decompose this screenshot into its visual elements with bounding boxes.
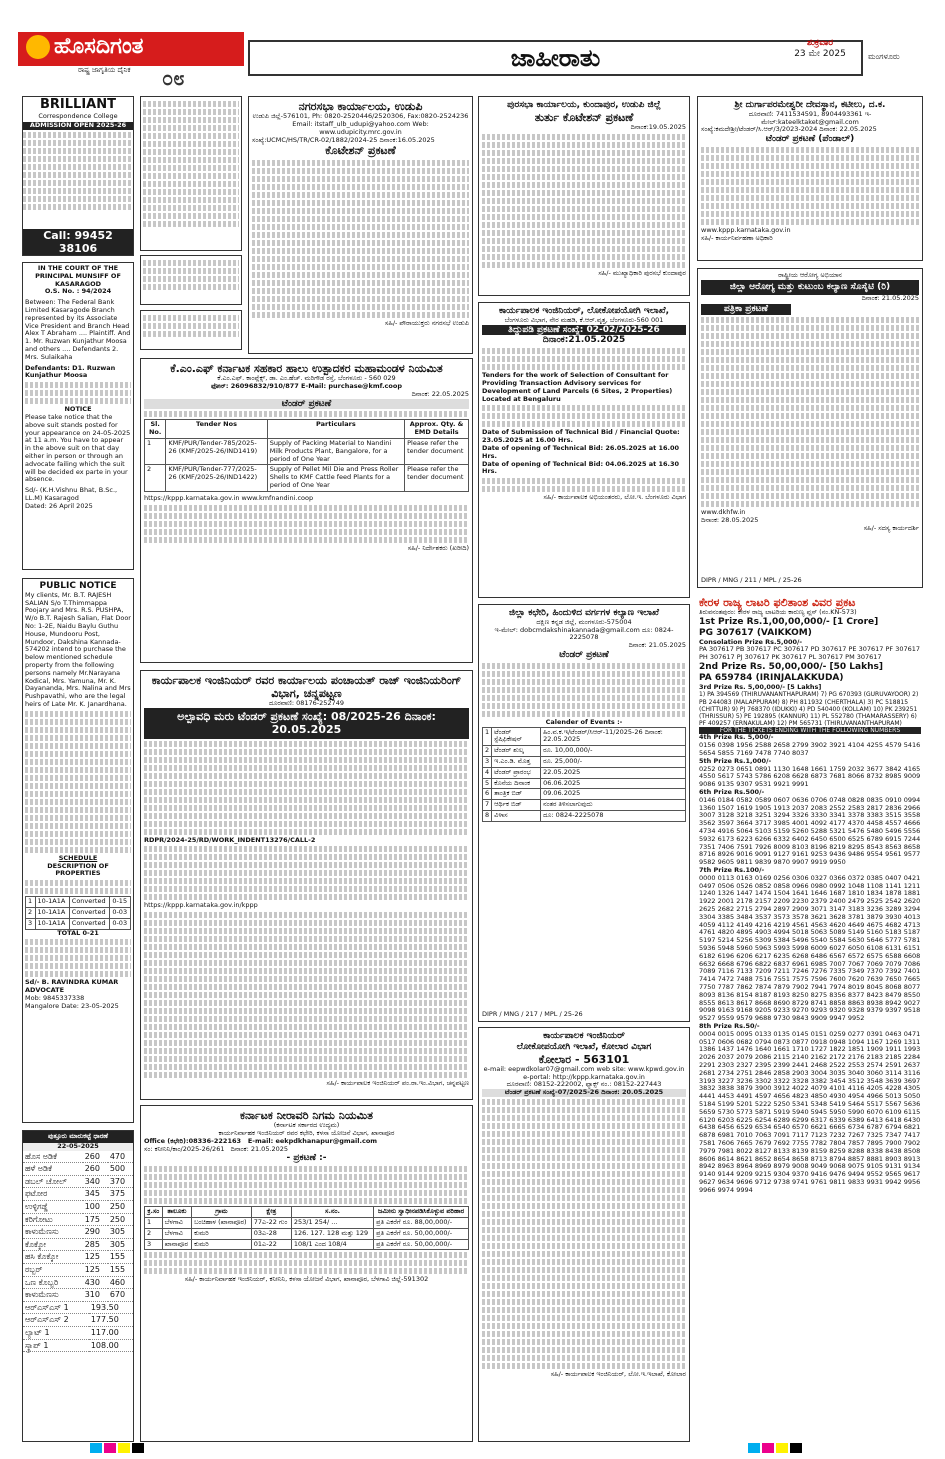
- knnl-row-cell: ಬೆಳಗಾವಿ: [162, 1217, 191, 1228]
- panchayat-ref: RDPR/2024-25/RD/WORK_INDENT13276/CALL-2: [144, 835, 316, 844]
- knnl-row-cell: ಪ್ರತಿ ಎಕರೆಗೆ ರೂ. 50,00,000/-: [374, 1239, 469, 1250]
- nhm-web: www.dkhfw.in: [701, 508, 746, 517]
- issue-date-text: 23 ಮೇ 2025: [794, 48, 846, 59]
- knnl-email: E-mail: eekpdkhanapur@gmail.com: [247, 1136, 378, 1145]
- market-rates: [22, 1130, 134, 1442]
- dbcw-calendar-row-cell: ತಾಂತ್ರಿಕ ಬಿಡ್: [492, 789, 541, 800]
- knnl-sign: ಸಹಿ/- ಕಾರ್ಯನಿರ್ವಾಹಕ ಇಂಜಿನಿಯರ್, ಕನೀನಿನಿ, ಕಳಸಾ ಯೋಜನೆ ವಿಭಾಗ, ಖಾನಾಪೂರ, ಬೆಳಗಾವಿ ಜಿಲ್ಲೆ-591302: [184, 1275, 429, 1284]
- dbcw-calendar-row: [483, 727, 686, 746]
- color-registration-bar: [0, 1443, 945, 1453]
- schedule-row-cell: 10-1A1A: [35, 897, 69, 908]
- kateel-phone: ದೂರವಾಣಿ: 7411534591, 8904493361 ಇ-ಮೇಲ್:kateelktaket@gmail.com: [748, 109, 872, 126]
- knnl-sub: (ಕರ್ನಾಟಕ ಸರ್ಕಾರದ ಉದ್ಯಮ): [273, 1121, 340, 1130]
- market-title: ಪುತ್ತೂರು ಮಾರುಕಟ್ಟೆ ಧಾರಣೆ: [23, 1131, 133, 1143]
- kundapur-ref: ದಿನಾಂಕ:19.05.2025: [630, 122, 686, 131]
- kmf-row-cell: Please refer the tender document: [405, 465, 469, 491]
- kolar-sign: ಸಹಿ/- ಕಾರ್ಯಪಾಲಕ ಇಂಜಿನಿಯರ್, ಲೋ.ಇ.ಇಲಾಖೆ, ಕೋಲಾರ: [550, 1369, 686, 1378]
- kmf-row: [145, 465, 469, 491]
- dbcw-calendar: [482, 727, 686, 822]
- udupi-ref: ಸಂಖ್ಯೆ:UCMC/HS/TR/CR-02/1882/2024-25 ದಿನಾಂಕ:16.05.2025: [252, 135, 435, 144]
- public-notice-title: PUBLIC NOTICE: [39, 581, 117, 591]
- classified-ad-3: [140, 310, 242, 350]
- rubber-row-cell: ಆರ್‌ಎಸ್‌ಎಸ್ 1: [23, 1302, 89, 1314]
- market-row-cell: 370: [108, 1175, 133, 1188]
- kundapur-title: ಪುರಸಭಾ ಕಾರ್ಯಾಲಯ, ಕುಂದಾಪುರ, ಉಡುಪಿ ಜಿಲ್ಲೆ: [507, 100, 661, 110]
- knnl-col-header: ಸ.ನಂ.: [291, 1207, 373, 1218]
- schedule-row-cell: Converted: [69, 907, 110, 918]
- market-row-cell: 175: [83, 1213, 108, 1226]
- lottery-second-prize: 2nd Prize Rs. 50,00,000/- [50 Lakhs]: [699, 661, 883, 672]
- nhm-head: ಪತ್ರಿಕಾ ಪ್ರಕಟಣೆ: [701, 304, 791, 315]
- kateel-sign: ಸಹಿ/- ಕಾರ್ಯನಿರ್ವಹಣಾ ಅಧಿಕಾರಿ: [701, 233, 773, 242]
- kmf-row-cell: Supply of Packing Material to Nandini Milk Products Plant, Bangalore, for a period of One Year: [267, 438, 404, 464]
- kmf-row-cell: KMF/PUR/Tender-777/2025-26 (KMF/2025-26/IND1422): [166, 465, 267, 491]
- market-row-cell: ಕೊಕ್ಕೋ: [23, 1238, 83, 1251]
- knnl-ref: ಸಂ: ಕನೀನಿನಿ/ಕಾಂ/2025-26/261: [144, 1144, 225, 1153]
- dbcw-calendar-row-cell: ವಿಳಾಸ: [492, 810, 541, 821]
- brilliant-admission: ADMISSION OPEN 2025-26: [23, 122, 133, 130]
- schedule-row-cell: 0-03: [110, 918, 131, 929]
- market-row-cell: 305: [108, 1238, 133, 1251]
- schedule-row-cell: Converted: [69, 897, 110, 908]
- kmf-phone: ಫೋನ್: 26096832/910/877 E-Mail: purchase@kmf.coop: [211, 381, 402, 390]
- kundapur-sign: ಸಹಿ/- ಮುಖ್ಯಾಧಿಕಾರಿ ಪುರಸಭೆ ಕುಂದಾಪುರ: [598, 268, 686, 277]
- paper-tagline: ರಾಷ್ಟ್ರ ಜಾಗೃತಿಯ ದೈನಿಕ: [78, 66, 131, 74]
- market-row: [23, 1238, 133, 1251]
- issue-day: ಶುಕ್ರವಾರ: [807, 38, 833, 48]
- knnl-row-cell: ಪ್ರತಿ ಎಕರೆಗೆ ರೂ. 88,00,000/-: [374, 1217, 469, 1228]
- nhm-title: ಜಿಲ್ಲಾ ಆರೋಗ್ಯ ಮತ್ತು ಕುಟುಂಬ ಕಲ್ಯಾಣ ಸೊಸೈಟಿ (ರಿ): [701, 280, 919, 295]
- market-row: [23, 1213, 133, 1226]
- nhm-notice: [697, 268, 923, 588]
- dbcw-calendar-row-cell: 4: [483, 767, 492, 778]
- market-row-cell: ಹೊಸ ಅಡಿಕೆ: [23, 1151, 83, 1163]
- kmf-sign: ಸಹಿ/- ನಿರ್ದೇಶಕರು (ಖರೀದಿ): [407, 543, 469, 552]
- pwd-date: ದಿನಾಂಕ:21.05.2025: [542, 335, 626, 346]
- court-defendants: Defendants: D1. Ruzwan Kunjathur Moosa: [25, 363, 116, 380]
- market-row-cell: ಕಾಳುಮೆಣಸು: [23, 1226, 83, 1239]
- knnl-table: [144, 1206, 469, 1250]
- schedule-row-cell: 2: [26, 907, 36, 918]
- knnl-notice: [140, 1105, 473, 1442]
- nhm-sign: ಸಹಿ/- ಸದಸ್ಯ ಕಾರ್ಯದರ್ಶಿ: [863, 523, 919, 532]
- schedule-row-cell: 1: [26, 897, 36, 908]
- kateel-notice: [697, 96, 923, 261]
- market-row-cell: 340: [83, 1175, 108, 1188]
- knnl-head: - ಪ್ರಕಟಣೆ :-: [286, 1153, 327, 1164]
- flame-icon: [26, 35, 50, 59]
- lottery-seventh-numbers: 0000 0113 0163 0169 0256 0306 0327 0366 0372 0385 0407 0421 0497 0506 0526 0852 0858 0966 0980 0992 1048 1108 1141 1211 1240 1326 1447 1474 1504 1641 1646 1687 1810 1834 1878 1881 1922 2001 2178 2157 2209 2230 2379 2400 2479 2525 2542 2620 2625 2682 2715 2794 2897 2909 3071 3147 3183 3236 3289 3294 3304 3385 3484 3537 3573 3578 3621 3628 3781 3879 3930 4013 4059 4112 4149 4216 4219 4561 4563 4620 4649 4675 4682 4713 4761 4820 4895 4903 4994 5018 5063 5089 5149 5160 5183 5187 5197 5214 5256 5309 5384 5496 5540 5584 5630 5646 5777 5781 5936 5948 5960 5963 5993 5998 6009 6027 6050 6108 6131 6151 6182 6196 6206 6217 6235 6268 6486 6567 6572 6575 6588 6608 6632 6668 6796 6822 6837 6961 6985 7007 7067 7069 7079 7086 7089 7116 7133 7209 7211 7246 7276 7335 7349 7370 7392 7401 7414 7472 7488 7516 7551 7575 7596 7600 7620 7639 7650 7665 7750 7787 7862 7874 7879 7902 7941 7974 8019 8045 8068 8077 8093 8136 8154 8187 8193 8250 8275 8356 8377 8423 8479 8550 8555 8613 8617 8668 8690 8729 8741 8858 8863 8938 8942 9027 9098 9163 9168 9205 9233 9270 9293 9320 9328 9379 9397 9518 9527 9559 9579 9688 9730 9843 9909 9947 9952: [699, 873, 921, 1023]
- lottery-intro: ತಿರುವನಂತಪುರಂ: ಕೇರಳ ರಾಜ್ಯ ಲಾಟರಿಯ ಕಾರುಣ್ಯ ಪ್ಲಸ್ (ನಂ.KN-573): [699, 608, 857, 617]
- rubber-row-cell: 108.00: [89, 1339, 133, 1352]
- dbcw-calendar-row-cell: 09.06.2025: [541, 789, 686, 800]
- schedule-row: [26, 897, 131, 908]
- lottery-results: [697, 594, 923, 1442]
- masthead-logo: [18, 32, 244, 90]
- kateel-ref: ಸಂಖ್ಯೆ:ಕಮದೇಶ್ರೀ/ಟೆಂಡರ್/ಸಿ.ಆರ್/3/2023-2024 ದಿನಾಂಕ: 22.05.2025: [701, 125, 877, 134]
- classified-ad-1: [140, 96, 242, 251]
- knnl-row-cell: 3: [145, 1239, 163, 1250]
- kateel-web: www.kppp.karnataka.gov.in: [701, 225, 791, 234]
- schedule-row-cell: Converted: [69, 918, 110, 929]
- market-row-cell: 260: [83, 1163, 108, 1176]
- market-row-cell: 305: [108, 1226, 133, 1239]
- market-row-cell: 100: [83, 1200, 108, 1213]
- court-notice-head: NOTICE: [64, 405, 92, 414]
- edition-city: ಮಂಗಳೂರು: [868, 52, 900, 61]
- market-row-cell: 345: [83, 1188, 108, 1201]
- dbcw-head: ಟೆಂಡರ್ ಪ್ರಕಟಣೆ: [559, 649, 609, 660]
- court-dated: Dated: 26 April 2025: [25, 501, 93, 510]
- knnl-row-cell: ಬಂಚಿಹಾಳ (ಖಾನಾಪೂರ): [192, 1217, 252, 1228]
- rubber-row-cell: 117.00: [89, 1326, 133, 1339]
- nhm-date: ದಿನಾಂಕ: 28.05.2025: [701, 515, 759, 524]
- lottery-title: ಕೇರಳ ರಾಜ್ಯ ಲಾಟರಿ ಫಲಿತಾಂಶ ವಿವರ ಪ್ರಕಟ: [699, 596, 856, 609]
- kmf-date: ದಿನಾಂಕ: 22.05.2025: [411, 389, 469, 398]
- dbcw-calendar-head: Calender of Events :-: [545, 717, 623, 726]
- udupi-notice: [248, 96, 473, 354]
- dbcw-calendar-row-cell: 3: [483, 756, 492, 767]
- brilliant-call: Call: 99452 38106: [23, 229, 133, 255]
- knnl-row-cell: 126. 127. 128 ಮತ್ತು 129: [291, 1228, 373, 1239]
- dbcw-calendar-row: [483, 778, 686, 789]
- market-row: [23, 1276, 133, 1289]
- kmf-col-header: Sl. No.: [145, 420, 166, 439]
- court-notice: [22, 262, 134, 570]
- panchayat-notice: [140, 670, 473, 1100]
- knnl-col-header: ತಾಲೂಕು: [162, 1207, 191, 1218]
- knnl-row-cell: ಖಾನಾಪೂರ: [162, 1239, 191, 1250]
- market-row: [23, 1151, 133, 1163]
- knnl-row-cell: 01ಎ-22: [251, 1239, 291, 1250]
- lottery-eighth-numbers: 0004 0015 0095 0133 0135 0145 0151 0259 0277 0391 0463 0471 0517 0606 0682 0794 0873 0877 0918 0948 1094 1167 1269 1311 1386 1437 1476 1640 1661 1710 1727 1822 1851 1909 1911 1993 2026 2037 2079 2086 2115 2140 2162 2172 2176 2183 2185 2284 2291 2303 2327 2395 2399 2441 2468 2522 2553 2574 2591 2637 2681 2734 2751 2846 2858 2903 3004 3035 3040 3060 3114 3116 3193 3227 3236 3302 3322 3328 3382 3454 3512 3548 3639 3697 3832 3838 3879 3900 3912 4022 4079 4101 4116 4205 4228 4305 4441 4453 4491 4597 4656 4823 4850 4930 4954 4966 5013 5050 5184 5199 5201 5222 5250 5341 5348 5419 5464 5517 5567 5636 5659 5730 5773 5871 5919 5940 5945 5950 5990 6070 6109 6115 6120 6203 6225 6254 6289 6299 6317 6339 6389 6413 6418 6430 6438 6456 6529 6534 6540 6570 6621 6665 6734 6787 6794 6821 6878 6981 7010 7063 7091 7117 7123 7232 7267 7325 7347 7417 7581 7606 7665 7679 7692 7755 7782 7804 7857 7895 7900 7902 7979 7981 8022 8127 8133 8139 8159 8259 8288 8338 8438 8508 8606 8614 8621 8652 8654 8658 8713 8794 8857 8881 8903 8913 8942 8963 8964 8969 8979 9008 9049 9068 9075 9105 9131 9134 9140 9144 9209 9215 9304 9370 9416 9476 9494 9552 9565 9617 9627 9634 9696 9712 9738 9741 9761 9811 9833 9931 9942 9956 9966 9974 9994: [699, 1029, 921, 1194]
- lottery-third-numbers: 1) PA 394569 (THIRUVANANTHAPURAM) 7) PG 670393 (GURUVAYOOR) 2) PB 244083 (MALAPPURAM) 8) PH 811932 (CHERTHALA) 3) PC 518815 (CHITTUR) 9) PJ 768370 (IDUKKI) 4) PD 540400 (KOLLAM) 10) PK 239251 (THRISSUR) 5) PE 192895 (KANNUR) 11) PL 552780 (THAMARASSERY) 6) PF 409257 (ERNAKULAM) 12) PM 565731 (THIRUVANANTHAPURAM): [699, 691, 919, 728]
- panchayat-head: ಅಲ್ಪಾವಧಿ ಮರು ಟೆಂಡರ್ ಪ್ರಕಟಣೆ ಸಂಖ್ಯೆ: 08/2025-26 ದಿನಾಂಕ: 20.05.2025: [144, 708, 469, 738]
- issue-date: [770, 38, 870, 74]
- lottery-consolation: Consolation Prize Rs.5,000/-: [699, 637, 803, 646]
- dbcw-calendar-row: [483, 800, 686, 811]
- kmf-table: [144, 419, 469, 491]
- market-row-cell: 250: [108, 1213, 133, 1226]
- market-row-cell: ಉಳ್ಳಿಗಡ್ಡೆ: [23, 1200, 83, 1213]
- paper-logo: [18, 32, 244, 66]
- schedule-row-cell: 10-1A1A: [35, 918, 69, 929]
- market-row-cell: 125: [83, 1251, 108, 1264]
- market-row-cell: ಹಳೆ ಅಡಿಕೆ: [23, 1163, 83, 1176]
- kateel-title: ಶ್ರೀ ದುರ್ಗಾಪರಮೇಶ್ವರೀ ದೇವಸ್ಥಾನ, ಕಟೀಲು, ದ.ಕ.: [734, 100, 886, 110]
- kolar-title: ಕಾರ್ಯಪಾಲಕ ಇಂಜಿನಿಯರ್: [543, 1031, 625, 1041]
- court-sign: Sd/- (K.H.Vishnu Bhat, B.Sc., LL.M) Kasaragod: [25, 486, 118, 502]
- pwd-head: ತಿದ್ದುಪಡಿ ಪ್ರಕಟಣೆ ಸಂಖ್ಯೆ: 02-02/2025-26: [482, 325, 686, 336]
- market-row-cell: 470: [108, 1151, 133, 1163]
- dbcw-calendar-row-cell: ಇ.ಎಂ.ಡಿ. ಮೊತ್ತ: [492, 756, 541, 767]
- dbcw-calendar-row: [483, 810, 686, 821]
- market-row-cell: 290: [83, 1226, 108, 1239]
- kundapur-head: ತುರ್ತು ಕೊಟೇಶನ್ ಪ್ರಕಟಣೆ: [534, 110, 634, 124]
- knnl-row-cell: ಪ್ರತಿ ಎಕರೆಗೆ ರೂ. 50,00,000/-: [374, 1228, 469, 1239]
- classified-ad-2: [140, 255, 242, 305]
- panchayat-sign: ಸಹಿ/- ಕಾರ್ಯಪಾಲಕ ಇಂಜಿನಿಯರ್ ಪಂ.ರಾ.ಇಂ.ವಿಭಾಗ, ಚನ್ನಪಟ್ಟಣ: [326, 1079, 469, 1088]
- brilliant-name: BRILLIANT: [40, 97, 116, 112]
- advocate-mobile: Mob: 9845337338: [25, 993, 85, 1002]
- schedule-total: TOTAL 0-21: [57, 928, 99, 937]
- section-title: ಜಾಹೀರಾತು: [510, 44, 601, 72]
- market-row: [23, 1263, 133, 1276]
- schedule-table: [25, 896, 131, 929]
- lottery-sixth-prize: 6th Prize Rs.500/-: [699, 788, 765, 797]
- lottery-third-prize: 3rd Prize Rs. 5,00,000/- [5 Lakhs]: [699, 682, 822, 691]
- udupi-addr: ಉಡುಪಿ ಜಿಲ್ಲೆ-576101, Ph: 0820-2520446/2520306, Fax:0820-2524236: [252, 112, 469, 121]
- market-row: [23, 1200, 133, 1213]
- lottery-fifth-prize: 5th Prize Rs.1,000/-: [699, 756, 772, 765]
- panchayat-phone: ದೂರವಾಣಿ: 08176-252749: [269, 699, 344, 708]
- lottery-fourth-numbers: 0156 0398 1956 2588 2658 2799 3902 3921 4104 4255 4579 5416 5654 5855 7169 7478 7740 8037: [699, 741, 921, 758]
- market-row-cell: 460: [108, 1276, 133, 1289]
- dbcw-calendar-row-cell: ಹಿಂ.ವ.ಕ.ಇ/ಟೆಂಡರ್/ಸಿಆರ್-11/2025-26 ದಿನಾಂಕ: 22.05.2025: [541, 727, 686, 746]
- dbcw-calendar-row-cell: 2: [483, 746, 492, 757]
- court-os-number: O.S. No. : 94/2024: [44, 287, 112, 296]
- kmf-row-cell: 1: [145, 438, 166, 464]
- dbcw-calendar-row-cell: 06.06.2025: [541, 778, 686, 789]
- kateel-head: ಟೆಂಡರ್ ಪ್ರಕಟಣೆ (ಪೆಂಡಾಲ್): [765, 134, 855, 145]
- dbcw-ref: ದಿನಾಂಕ: 21.05.2025: [628, 641, 686, 650]
- rubber-row-cell: ಆರ್‌ಎಸ್‌ಎಸ್ 2: [23, 1314, 89, 1327]
- knnl-row-cell: 77ಎ-22 ಗುಂ: [251, 1217, 291, 1228]
- kolar-city: ಕೋಲಾರ - 563101: [538, 1052, 630, 1066]
- nhm-ref: ದಿನಾಂಕ: 21.05.2025: [861, 293, 919, 302]
- market-row-cell: ಫಟೋರ: [23, 1188, 83, 1201]
- kundapur-notice: [478, 96, 690, 296]
- dbcw-calendar-row-cell: 22.05.2025: [541, 767, 686, 778]
- court-notice-body: Please take notice that the above suit stands posted for your appearance on 24-05-2025 at 11 a.m. You have to appear in the above suit on that day either in person or through an advocate failing which the suit will be decided ex parte in your absence.: [25, 412, 131, 484]
- market-row-cell: ಹಸಿ ಕೊಕ್ಕೋ: [23, 1251, 83, 1264]
- rubber-row: [23, 1339, 133, 1352]
- kmf-row-cell: KMF/PUR/Tender-785/2025-26 (KMF/2025-26/IND1419): [166, 438, 267, 464]
- kmf-notice: [140, 358, 473, 663]
- pwd-sign: ಸಹಿ/- ಕಾರ್ಯಪಾಲಕ ಅಭಿಯಂತರರು, ಲೋ.ಇ. ಬೆಂಗಳೂರು ವಿಭಾಗ: [543, 493, 686, 502]
- rubber-row: [23, 1314, 133, 1327]
- market-row-cell: 310: [83, 1289, 108, 1302]
- kmf-head: ಟೆಂಡರ್ ಪ್ರಕಟಣೆ: [144, 399, 469, 410]
- market-row-cell: ಕರಿಗೋಟು: [23, 1213, 83, 1226]
- market-row-cell: ಒಣ ಕೊಬ್ಬರಿ: [23, 1276, 83, 1289]
- dbcw-calendar-row: [483, 756, 686, 767]
- market-row-cell: ರಬ್ಬರ್: [23, 1263, 83, 1276]
- schedule-row-cell: 0-03: [110, 907, 131, 918]
- brilliant-sub: Correspondence College: [38, 111, 118, 120]
- dbcw-addr: ದಕ್ಷಿಣ ಕನ್ನಡ ಜಿಲ್ಲೆ, ಮಂಗಳೂರು-575004: [536, 617, 632, 626]
- market-date: 22-05-2025: [23, 1143, 133, 1151]
- dbcw-calendar-row-cell: 8: [483, 810, 492, 821]
- market-row-cell: 285: [83, 1238, 108, 1251]
- rubber-row-cell: ಸ್ಕ್ರಾಪ್ 1: [23, 1339, 89, 1352]
- kmf-row-cell: 2: [145, 465, 166, 491]
- dbcw-calendar-row-cell: 5: [483, 778, 492, 789]
- pwd-date-line: Date of Submission of Technical Bid / Financial Quote: 23.05.2025 at 16.00 Hrs.: [482, 428, 680, 445]
- schedule-row-cell: 3: [26, 918, 36, 929]
- market-row-cell: 670: [108, 1289, 133, 1302]
- public-notice: [22, 578, 134, 1123]
- knnl-row-cell: 03ಎ-28: [251, 1228, 291, 1239]
- dbcw-calendar-row-cell: ರೂ. 25,000/-: [541, 756, 686, 767]
- brilliant-ad: [22, 96, 134, 256]
- market-row-cell: 155: [108, 1263, 133, 1276]
- knnl-title: ಕರ್ನಾಟಕ ನೀರಾವರಿ ನಿಗಮ ನಿಯಮಿತ: [240, 1109, 373, 1122]
- pwd-notice: [478, 302, 690, 598]
- lottery-first-number: PG 307617 (VAIKKOM): [699, 627, 812, 638]
- knnl-date: ದಿನಾಂಕ: 21.05.2025: [230, 1144, 289, 1153]
- kolar-notice: [478, 1027, 690, 1442]
- knnl-col-header: ಜಮೀನು ಸ್ವಾಧೀನಪಡಿಸಿಕೊಳ್ಳುವ ಪರಿಹಾರ: [374, 1207, 469, 1218]
- knnl-row: [145, 1228, 469, 1239]
- dbcw-dipr: DIPR / MNG / 217 / MPL / 25-26: [482, 1010, 583, 1019]
- rubber-row-cell: 193.50: [89, 1302, 133, 1314]
- rubber-row-cell: ಲ್ಯಾಟ್ 1: [23, 1326, 89, 1339]
- lottery-consolation-numbers: PA 307617 PB 307617 PC 307617 PD 307617 PE 307617 PF 307617 PH 307617 PJ 307617 PK 307617 PL 307617 PM 307617: [699, 645, 921, 662]
- public-notice-date: Mangalore Date: 23-05-2025: [25, 1001, 119, 1010]
- udupi-head: ಕೊಟೇಶನ್ ಪ್ರಕಟಣೆ: [325, 144, 396, 158]
- udupi-sign: ಸಹಿ/- ಪೌರಾಯುಕ್ತರು ನಗರಸಭೆ ಉಡುಪಿ: [384, 318, 469, 327]
- dbcw-calendar-row-cell: ಟೆಂಡರ್ ಶುಲ್ಕ: [492, 746, 541, 757]
- dbcw-title: ಜಿಲ್ಲಾ ಕಛೇರಿ, ಹಿಂದುಳಿದ ವರ್ಗಗಳ ಕಲ್ಯಾಣ ಇಲಾಖೆ: [509, 608, 659, 618]
- market-row-cell: 125: [83, 1263, 108, 1276]
- knnl-row-cell: ಕುಮರಿ: [192, 1239, 252, 1250]
- market-row-cell: 155: [108, 1251, 133, 1264]
- knnl-row-cell: 253/1 254/ ...: [291, 1217, 373, 1228]
- pwd-date-line: Date of opening of Technical Bid: 04.06.2025 at 16.30 Hrs.: [482, 459, 680, 476]
- kmf-row-cell: Supply of Pellet Mil Die and Press Roller Shells to KMF Cattle feed Plants for a period of One Year: [267, 465, 404, 491]
- knnl-row: [145, 1217, 469, 1228]
- dbcw-calendar-row-cell: 6: [483, 789, 492, 800]
- rubber-row: [23, 1326, 133, 1339]
- lottery-note: FOR THE TICKETS ENDING WITH THE FOLLOWING NUMBERS: [699, 727, 921, 734]
- dbcw-calendar-row-cell: 1: [483, 727, 492, 746]
- knnl-row-cell: 2: [145, 1228, 163, 1239]
- kmf-col-header: Tender Nos: [166, 420, 267, 439]
- udupi-email: Email: itstaff_ulb_udupi@yahoo.com Web: www.udupicity.mrc.gov.in: [292, 119, 429, 136]
- panchayat-web: https://kppp.karnataka.gov.in/kppp: [144, 901, 258, 910]
- schedule-row: [26, 918, 131, 929]
- market-row: [23, 1251, 133, 1264]
- market-row: [23, 1226, 133, 1239]
- pwd-dates: [482, 429, 686, 476]
- market-row-cell: 260: [83, 1151, 108, 1163]
- knnl-row-cell: ಬೆಳಗಾವಿ: [162, 1228, 191, 1239]
- knnl-addr: ಕಾರ್ಯನಿರ್ವಾಹಕ ಇಂಜಿನಿಯರ್ ರವರ ಕಛೇರಿ, ಕಳಸಾ ಯೋಜನೆ ವಿಭಾಗ, ಖಾನಾಪೂರ: [218, 1128, 395, 1137]
- rubber-row: [23, 1302, 133, 1314]
- knnl-row-cell: ಕುಮರಿ: [192, 1228, 252, 1239]
- kmf-web: https://kppp.karnataka.gov.in www.kmfnandini.coop: [144, 493, 314, 502]
- brilliant-details: [23, 132, 133, 210]
- dbcw-calendar-row: [483, 746, 686, 757]
- dbcw-notice: [478, 604, 690, 1022]
- knnl-col-header: ಕ್ಷೇತ್ರ: [251, 1207, 291, 1218]
- kmf-addr: ಕೆ.ಎಂ.ಎಫ್. ಕಾಂಪ್ಲೆಕ್ಸ್, ಡಾ. ಎಂ.ಹೆಚ್. ಮರಿಗೌಡ ರಸ್ತೆ, ಬೆಂಗಳೂರು - 560 029: [217, 374, 396, 383]
- market-row-cell: 250: [108, 1200, 133, 1213]
- rubber-row-cell: 177.50: [89, 1314, 133, 1327]
- dbcw-calendar-row-cell: ರೂ. 10,00,000/-: [541, 746, 686, 757]
- panchayat-title: ಕಾರ್ಯಪಾಲಕ ಇಂಜಿನಿಯರ್ ರವರ ಕಾರ್ಯಾಲಯ ಪಂಚಾಯತ್ ರಾಜ್ ಇಂಜಿನಿಯರಿಂಗ್ ವಿಭಾಗ, ಚನ್ನಪಟ್ಟಣ: [151, 674, 462, 701]
- dbcw-calendar-row-cell: ಆರ್ಥಿಕ ಬಿಡ್: [492, 800, 541, 811]
- kmf-row: [145, 438, 469, 464]
- knnl-col-header: ಗ್ರಾಮ: [192, 1207, 252, 1218]
- dbcw-calendar-row-cell: ಟೆಂಡರ್ ಪ್ರಾರಂಭ: [492, 767, 541, 778]
- dbcw-email: ಇ-ಮೇಲ್: dobcmdakshinakannada@gmail.com ದೂ: 0824-2225078: [494, 625, 674, 642]
- pwd-sub: ಬೆಂಗಳೂರು ವಿಭಾಗ, ನೇರ ಮಹಡಿ, ಕೆ.ಆರ್.ವೃತ್ತ, ಬೆಂಗಳೂರು-560 001: [504, 315, 664, 324]
- court-title: IN THE COURT OF THE PRINCIPAL MUNSIFF OF KASARAGOD: [35, 264, 121, 288]
- market-row: [23, 1175, 133, 1188]
- dbcw-calendar-row: [483, 789, 686, 800]
- dbcw-calendar-row: [483, 767, 686, 778]
- kmf-col-header: Approx. Qty. & EMD Details: [405, 420, 469, 439]
- pwd-body: Tenders for the work of Selection of Consultant for Providing Transaction Advisory services for Development of Land Parcels (6 Sites, 2 Properties) Located at Bengaluru: [482, 371, 673, 403]
- dbcw-calendar-row-cell: ಟೆಂಡರ್ ಸ್ಪೆಷಿಫಿಕೇಷನ್: [492, 727, 541, 746]
- kolar-head: ಟೆಂಡರ್ ಪ್ರಕಟಣೆ ಸಂಖ್ಯೆ-07/2025-26 ದಿನಾಂಕ: 20.05.2025: [482, 1089, 686, 1097]
- dbcw-calendar-row-cell: ನಂತರ ತಿಳಿಸಲಾಗುವುದು: [541, 800, 686, 811]
- court-parties: Between: The Federal Bank Limited Kasaragode Branch represented by its Associate Vice President and Branch Head Alex T Abraham .... Plaintiff. And 1. Mr. Ruzwan Kunjathur Moosa and others .... Defendants 2. Mrs. Sulaikaha: [25, 298, 131, 361]
- lottery-first-prize: 1st Prize Rs.1,00,00,000/- [1 Crore]: [699, 616, 879, 627]
- advocate-sign: Sd/- B. RAVINDRA KUMAR ADVOCATE: [25, 978, 119, 995]
- market-row-cell: 500: [108, 1163, 133, 1176]
- nhm-dipr: DIPR / MNG / 211 / MPL / 25-26: [701, 576, 802, 585]
- knnl-row: [145, 1239, 469, 1250]
- market-table: [23, 1151, 133, 1302]
- knnl-row-cell: 108/1 ಎಂದ 108/4: [291, 1239, 373, 1250]
- pwd-date-line: Date of opening of Technical Bid: 26.05.2025 at 16.00 Hrs.: [482, 443, 680, 460]
- dbcw-calendar-row-cell: ದೂ: 0824-2225078: [541, 810, 686, 821]
- market-row-cell: ಡಬಲ್ ಚೋಲ್: [23, 1175, 83, 1188]
- public-notice-body: My clients, Mr. B.T. RAJESH SALIAN S/o T.Thimmappa Poojary and Mrs. R.S. PUSHPA, W/o B.T. Rajesh Salian, Flat Door No: 1-2E, Naidu Baylu Guthu House, Mundooru Post, Mundoor, Dakshina Kannada-574202 intend to purchase the below mentioned schedule property from the following persons namely Mr.Narayana Kodical, Mrs. Yamuna, Mr. K. Dayananda, Mrs. Nalina and Mrs Pushpavathi, who are the legal heirs of Late Mr. K. Janardhana.: [25, 590, 131, 708]
- page-number: ೦೮: [162, 66, 185, 90]
- knnl-office: Office (ಕಛೇರಿ):08336-222163: [144, 1136, 242, 1145]
- knnl-col-header: ಕ್ರ.ಸಂ: [145, 1207, 163, 1218]
- paper-title: ಹೊಸದಿಗಂತ: [54, 34, 144, 59]
- schedule-row: [26, 907, 131, 918]
- lottery-seventh-prize: 7th Prize Rs.100/-: [699, 866, 765, 875]
- dbcw-calendar-row-cell: ಕೊನೆಯ ದಿನಾಂಕ: [492, 778, 541, 789]
- schedule-desc: DESCRIPTION OF PROPERTIES: [47, 861, 109, 878]
- lottery-fourth-prize: 4th Prize Rs. 5,000/-: [699, 733, 774, 742]
- market-row-cell: 375: [108, 1188, 133, 1201]
- lottery-sixth-numbers: 0146 0184 0582 0589 0607 0636 0706 0748 0828 0835 0910 0994 1360 1507 1619 1905 1913 2037 2083 2552 2583 2817 2836 2966 3007 3128 3218 3251 3294 3326 3330 3341 3378 3383 3515 3558 3562 3597 3664 3717 3985 4001 4092 4177 4370 4458 4557 4666 4734 4916 5064 5103 5159 5260 5288 5321 5476 5480 5496 5556 5932 6173 6223 6266 6332 6402 6450 6500 6525 6789 6915 7244 7351 7406 7591 7926 8009 8103 8196 8219 8295 8543 8563 8658 8716 8926 9016 9091 9127 9161 9253 9436 9486 9554 9561 9577 9582 9605 9811 9839 9870 9907 9919 9950: [699, 795, 921, 867]
- kolar-phone: ದೂರವಾಣಿ: 08152-222002, ಫ್ಯಾಕ್ಸ್ ನಂ.: 08152-227443: [506, 1080, 662, 1089]
- schedule-row-cell: 0-15: [110, 897, 131, 908]
- market-row: [23, 1289, 133, 1302]
- lottery-second-number: PA 659784 (IRINJALAKKUDA): [699, 672, 844, 683]
- pwd-title: ಕಾರ್ಯಪಾಲಕ ಇಂಜಿನಿಯರ್, ಲೋಕೋಪಯೋಗಿ ಇಲಾಖೆ,: [498, 306, 670, 316]
- kmf-col-header: Particulars: [267, 420, 404, 439]
- kmf-title: ಕೆ.ಎಂ.ಎಫ್ ಕರ್ನಾಟಕ ಸಹಕಾರ ಹಾಲು ಉತ್ಪಾದಕರ ಮಹಾಮಂಡಳ ನಿಯಮಿತ: [170, 362, 443, 375]
- lottery-fifth-numbers: 0252 0273 0651 0891 1130 1648 1661 1759 2032 3677 3842 4165 4550 5617 5743 5786 6208 6628 6873 7681 8066 8732 8985 9009 9086 9135 9307 9531 9921 9991: [699, 764, 921, 789]
- nhm-sup: ರಾಷ್ಟ್ರೀಯ ಆರೋಗ್ಯ ಅಭಿಯಾನ: [778, 271, 842, 279]
- kmf-row-cell: Please refer the tender document: [405, 438, 469, 464]
- rubber-table: [23, 1302, 133, 1352]
- knnl-row-cell: 1: [145, 1217, 163, 1228]
- lottery-eighth-prize: 8th Prize Rs.50/-: [699, 1021, 760, 1030]
- market-row-cell: ಕಾಳುಮೆಣಸು: [23, 1289, 83, 1302]
- market-row: [23, 1188, 133, 1201]
- kolar-email: e-mail: eepwdkolar07@gmail.com web site: www.kpwd.gov.in e-portal: http://kppp.karnataka.gov.in: [483, 1064, 685, 1081]
- dbcw-calendar-row-cell: 7: [483, 800, 492, 811]
- udupi-title: ನಗರಸಭಾ ಕಾರ್ಯಾಲಯ, ಉಡುಪಿ: [298, 100, 423, 113]
- schedule-row-cell: 10-1A1A: [35, 907, 69, 918]
- kolar-sub: ಲೋಕೋಪಯೋಗಿ ಇಲಾಖೆ, ಕೋಲಾರ ವಿಭಾಗ: [516, 1041, 652, 1052]
- schedule-title: SCHEDULE: [58, 853, 98, 862]
- market-row-cell: 430: [83, 1276, 108, 1289]
- market-row: [23, 1163, 133, 1176]
